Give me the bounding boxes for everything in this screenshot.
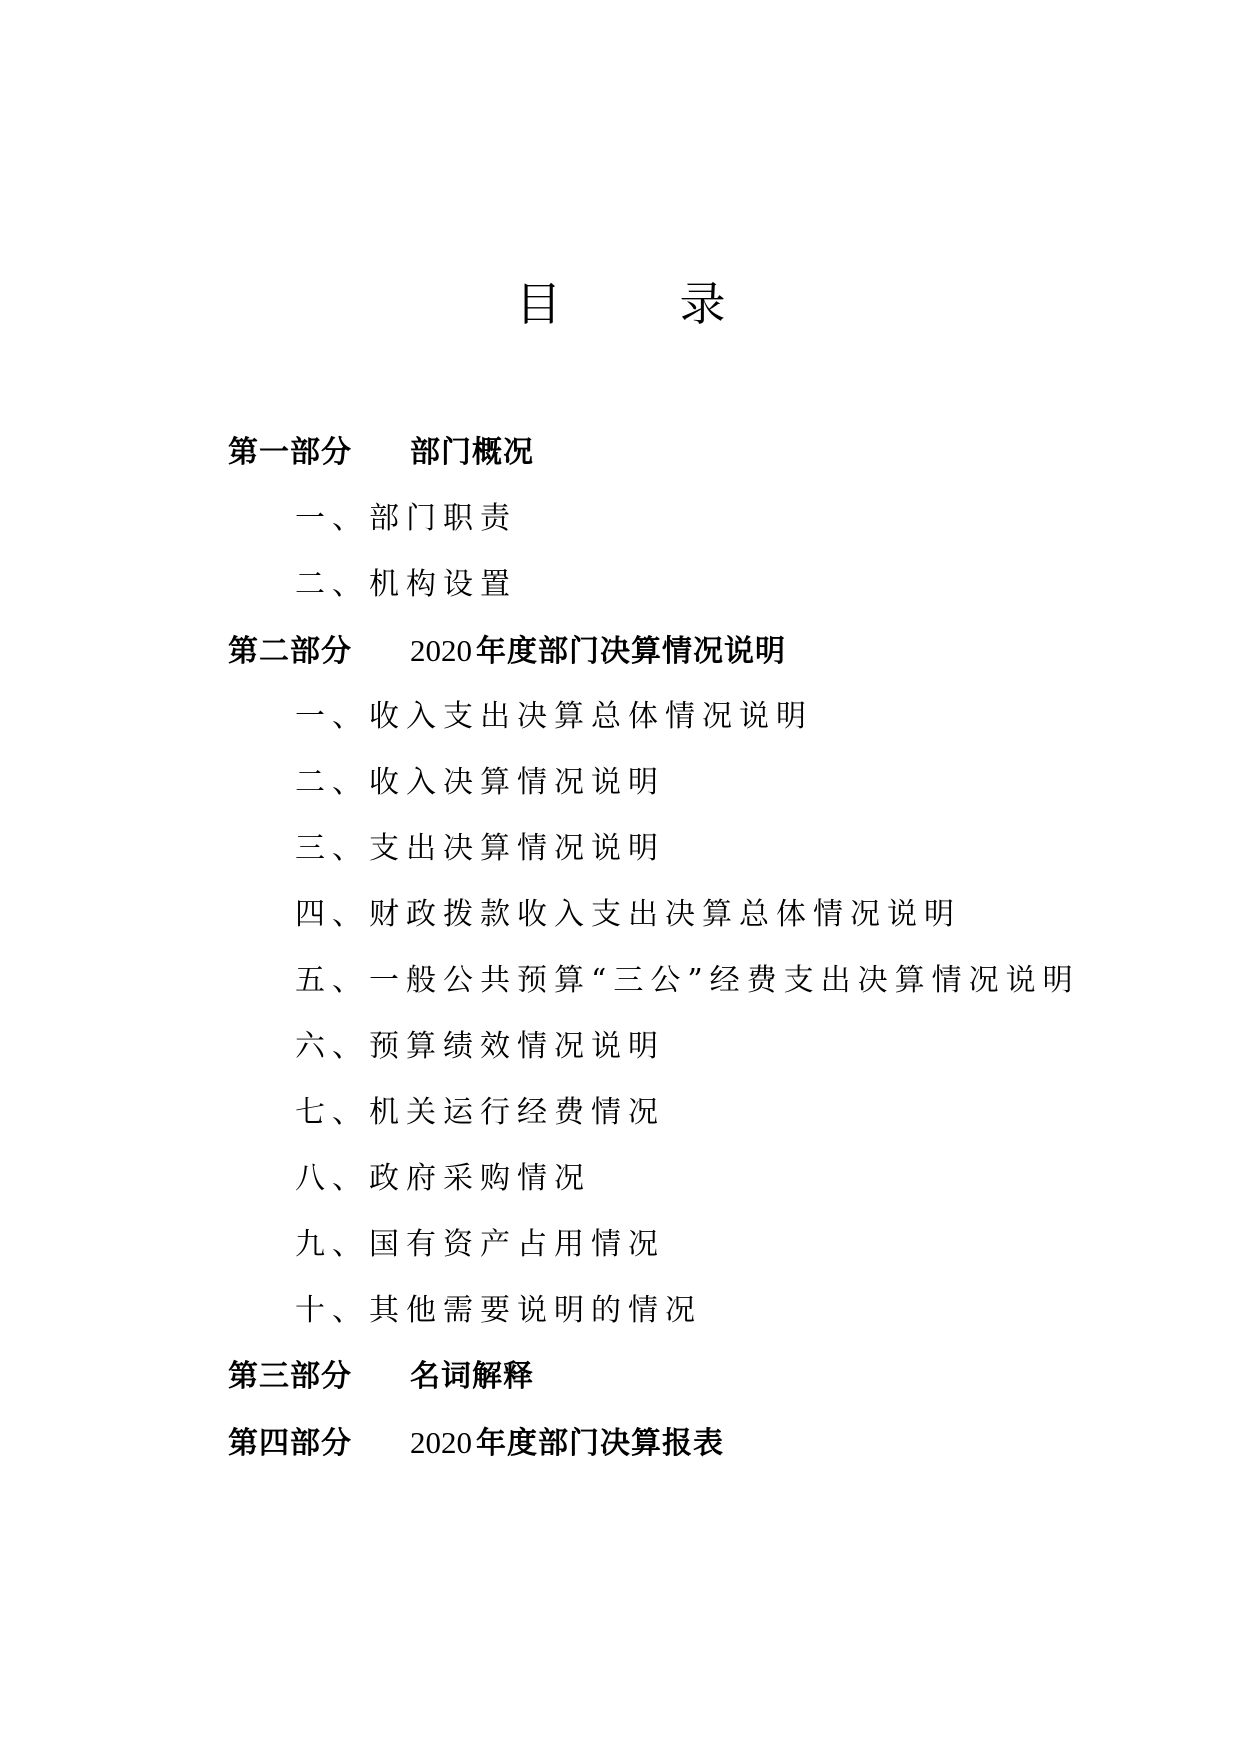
part-label: 第一部分 [228,435,352,470]
toc-part-2 [228,629,786,673]
page-title [0,272,1241,336]
part-title: 年度部门决算报表 [476,1426,724,1461]
toc-item-2-3: 三、支出决算情况说明 [295,831,665,866]
part-name: 名词解释 [410,1359,534,1394]
toc-item-1-2: 二、机构设置 [295,567,517,602]
title-char-2: 录 [679,277,726,331]
toc-part-1 [228,431,534,475]
toc-item-2-4: 四、财政拨款收入支出决算总体情况说明 [295,897,961,932]
toc-item-2-1: 一、收入支出决算总体情况说明 [295,699,813,734]
part-label: 第四部分 [228,1426,352,1461]
toc-item-2-2: 二、收入决算情况说明 [295,765,665,800]
title-char-1: 目 [515,277,562,331]
toc-item-2-9: 九、国有资产占用情况 [295,1227,665,1262]
part-name [410,1421,724,1466]
toc-item-2-10: 十、其他需要说明的情况 [295,1293,702,1328]
part-year: 2020 [410,1425,472,1460]
part-label: 第二部分 [228,634,352,669]
part-name [410,629,786,674]
part-name: 部门概况 [410,435,534,470]
part-year: 2020 [410,633,472,668]
part-title: 年度部门决算情况说明 [476,634,786,669]
toc-part-3 [228,1355,534,1399]
toc-item-2-5: 五、一般公共预算“三公”经费支出决算情况说明 [295,963,1080,998]
toc-part-4 [228,1421,724,1465]
toc-item-2-6: 六、预算绩效情况说明 [295,1029,665,1064]
toc-item-2-8: 八、政府采购情况 [295,1161,591,1196]
part-label: 第三部分 [228,1359,352,1394]
toc-item-2-7: 七、机关运行经费情况 [295,1095,665,1130]
toc-item-1-1: 一、部门职责 [295,501,517,536]
